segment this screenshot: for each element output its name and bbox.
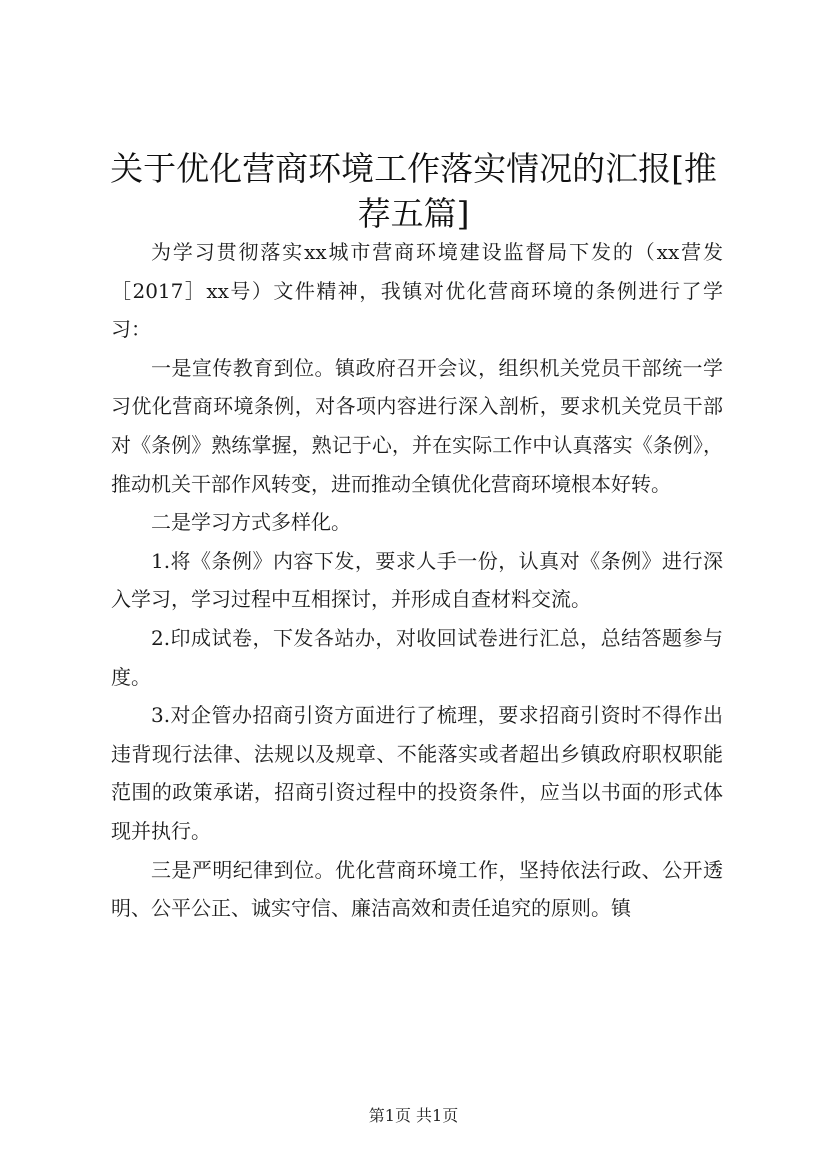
paragraph: 1.将《条例》内容下发，要求人手一份，认真对《条例》进行深入学习，学习过程中互相探讨，并形成自查材料交流。 xyxy=(111,548,723,612)
paragraph: 二是学习方式多样化。 xyxy=(151,510,351,535)
paragraph: 为学习贯彻落实xx城市营商环境建设监督局下发的（xx营发［2017］xx号）文件精神，我镇对优化营商环境的条例进行了学习： xyxy=(111,240,723,342)
paragraph: 三是严明纪律到位。优化营商环境工作，坚持依法行政、公开透明、公平公正、诚实守信、廉洁高效和责任追究的原则。镇 xyxy=(111,857,723,921)
paragraph: 2.印成试卷，下发各站办，对收回试卷进行汇总，总结答题参与度。 xyxy=(111,625,723,689)
page-number-footer: 第1页 共1页 xyxy=(368,1106,459,1125)
paragraph: 3.对企管办招商引资方面进行了梳理，要求招商引资时不得作出违背现行法律、法规以及规章、不能落实或者超出乡镇政府职权职能范围的政策承诺，招商引资过程中的投资条件，应当以书面的形式体现并执行。 xyxy=(111,703,723,843)
document-title: 关于优化营商环境工作落实情况的汇报[推荐五篇] xyxy=(110,149,717,233)
paragraph: 一是宣传教育到位。镇政府召开会议，组织机关党员干部统一学习优化营商环境条例，对各项内容进行深入剖析，要求机关党员干部对《条例》熟练掌握，熟记于心，并在实际工作中认真落实《条例》，推动机关干部作风转变，进而推动全镇优化营商环境根本好转。 xyxy=(111,355,723,496)
document-body xyxy=(111,233,723,928)
